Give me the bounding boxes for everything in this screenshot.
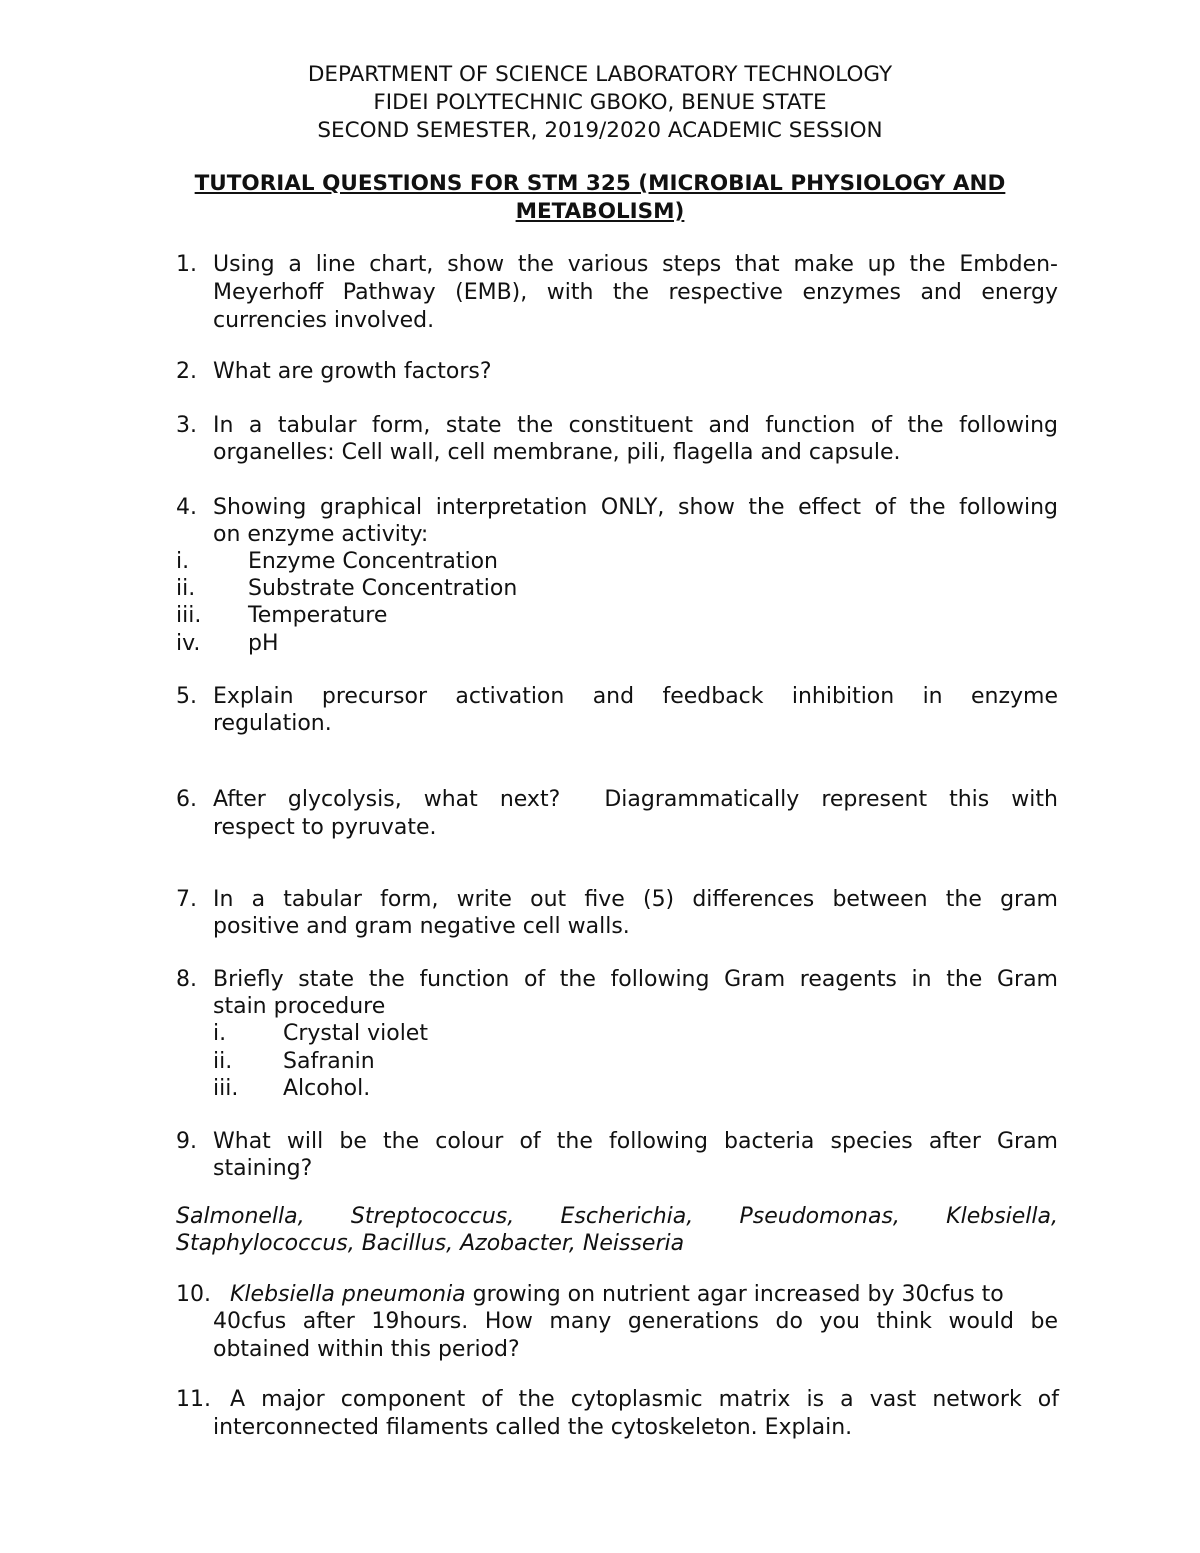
question-6-number: 6.	[176, 787, 197, 812]
question-8-number: 8.	[176, 967, 197, 992]
question-1-line2: Meyerhoff Pathway (EMB), with the respective enzymes and energy	[213, 280, 1058, 305]
question-9-line2: staining?	[213, 1156, 313, 1181]
bacteria-species-line2: Staphylococcus, Bacillus, Azobacter, Neisseria	[176, 1231, 685, 1256]
question-8-item-2-numeral: ii.	[213, 1049, 233, 1074]
question-4-line1: Showing graphical interpretation ONLY, show the effect of the following	[213, 495, 1058, 520]
question-4-item-1: Enzyme Concentration	[248, 549, 499, 574]
department-heading: DEPARTMENT OF SCIENCE LABORATORY TECHNOLOGY	[307, 62, 893, 87]
question-8-item-3: Alcohol.	[283, 1076, 371, 1101]
question-8-line2: stain procedure	[213, 994, 386, 1019]
question-2-line1: What are growth factors?	[213, 359, 492, 384]
question-9-line1: What will be the colour of the following bacteria species after Gram	[213, 1129, 1058, 1154]
question-2-number: 2.	[176, 359, 197, 384]
question-9-number: 9.	[176, 1129, 197, 1154]
question-4-item-2-numeral: ii.	[176, 576, 196, 601]
question-8-item-1-numeral: i.	[213, 1021, 227, 1046]
question-6-line1: After glycolysis, what next? Diagrammatically represent this with	[213, 787, 1058, 812]
session-heading: SECOND SEMESTER, 2019/2020 ACADEMIC SESSION	[317, 118, 883, 143]
question-10-line1-rest: growing on nutrient agar increased by 30cfus to	[465, 1282, 1004, 1307]
question-7-number: 7.	[176, 887, 197, 912]
question-10-line3: obtained within this period?	[213, 1337, 520, 1362]
question-7-line1: In a tabular form, write out five (5) differences between the gram	[213, 887, 1058, 912]
question-4-item-4-numeral: iv.	[176, 631, 201, 656]
question-5-line2: regulation.	[213, 711, 332, 736]
question-5-line1: Explain precursor activation and feedback inhibition in enzyme	[213, 684, 1058, 709]
question-7-line2: positive and gram negative cell walls.	[213, 914, 630, 939]
question-8-item-1: Crystal violet	[283, 1021, 428, 1046]
question-8-line1: Briefly state the function of the following Gram reagents in the Gram	[213, 967, 1058, 992]
bacteria-species-line1: Salmonella, Streptococcus, Escherichia, Pseudomonas, Klebsiella,	[176, 1204, 1058, 1229]
question-10-line1	[230, 1281, 1058, 1309]
question-4-item-1-numeral: i.	[176, 549, 190, 574]
question-8-item-3-numeral: iii.	[213, 1076, 239, 1101]
question-4-item-3: Temperature	[248, 603, 388, 628]
question-8-item-2: Safranin	[283, 1049, 375, 1074]
document-title-line1: TUTORIAL QUESTIONS FOR STM 325 (MICROBIAL PHYSIOLOGY AND	[194, 171, 1006, 196]
question-1-line1: Using a line chart, show the various steps that make up the Embden-	[213, 252, 1058, 277]
organism-name: Klebsiella pneumonia	[230, 1282, 466, 1307]
question-4-item-4: pH	[248, 631, 279, 656]
question-10-number: 10.	[176, 1282, 211, 1307]
question-11-line1: A major component of the cytoplasmic matrix is a vast network of	[230, 1387, 1059, 1412]
question-11-number: 11.	[176, 1387, 211, 1412]
question-10-line2: 40cfus after 19hours. How many generations do you think would be	[213, 1309, 1058, 1334]
question-3-line2: organelles: Cell wall, cell membrane, pili, flagella and capsule.	[213, 440, 901, 465]
institution-heading: FIDEI POLYTECHNIC GBOKO, BENUE STATE	[373, 90, 827, 115]
question-1-number: 1.	[176, 252, 197, 277]
question-4-item-3-numeral: iii.	[176, 603, 202, 628]
document-title-line2: METABOLISM)	[515, 199, 685, 224]
question-11-line2: interconnected filaments called the cytoskeleton. Explain.	[213, 1415, 853, 1440]
question-6-line2: respect to pyruvate.	[213, 815, 437, 840]
question-5-number: 5.	[176, 684, 197, 709]
question-4-line2: on enzyme activity:	[213, 522, 429, 547]
question-3-number: 3.	[176, 413, 197, 438]
question-4-item-2: Substrate Concentration	[248, 576, 518, 601]
question-1-line3: currencies involved.	[213, 308, 435, 333]
question-4-number: 4.	[176, 495, 197, 520]
question-3-line1: In a tabular form, state the constituent and function of the following	[213, 413, 1058, 438]
